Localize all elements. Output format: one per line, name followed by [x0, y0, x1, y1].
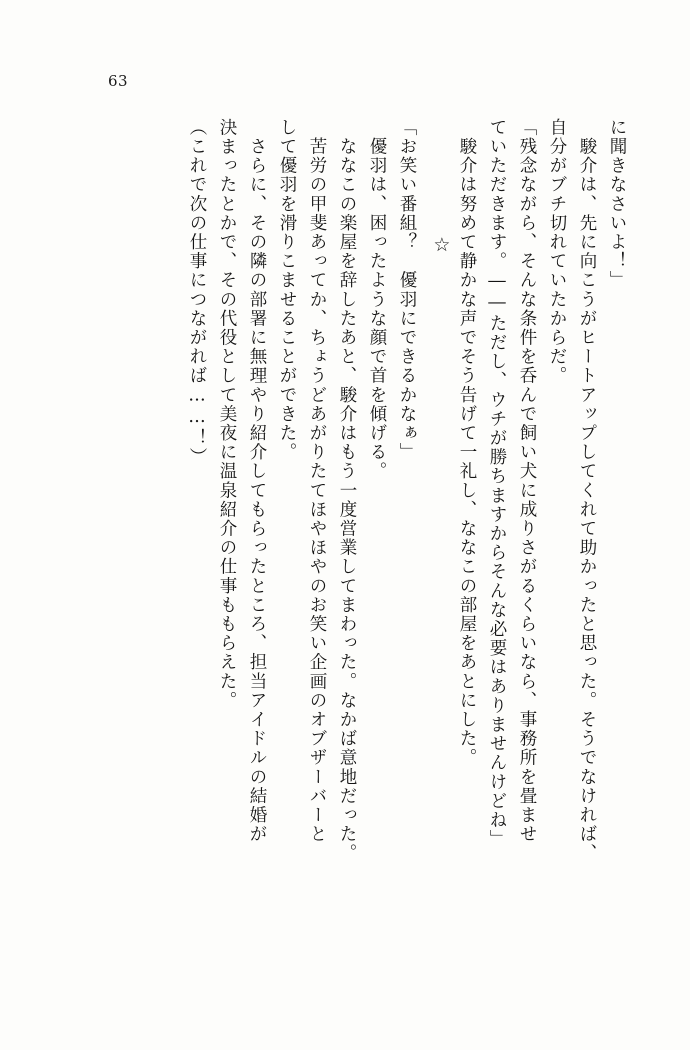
text-column-4: 「残念ながら、そんな条件を呑んで飼い犬に成りさがるくらいなら、事務所を畳ませ — [517, 118, 537, 844]
text-column-10: 苦労の甲斐あってか、ちょうどあがりたてほやほやのお笑い企画のオブザーバーと — [307, 118, 327, 844]
text-column-11: して優羽を滑りこませることができた。 — [277, 118, 297, 462]
text-column-12: さらに、その隣の部署に無理やり紹介してもらったところ、担当アイドルの結婚が — [247, 118, 267, 844]
text-column-8: 優羽は、困ったような顔で首を傾げる。 — [367, 118, 387, 481]
scene-separator — [422, 118, 452, 998]
text-column-5: ていただきます。――ただし、ウチが勝ちますからそんな必要はありませんけどね」 — [487, 118, 507, 849]
text-column-7: 「お笑い番組？ 優羽にできるかなぁ」 — [397, 118, 417, 462]
text-column-1: に聞きなさいよ！」 — [607, 118, 627, 290]
page-number: 63 — [108, 72, 129, 90]
text-column-14: （これで次の仕事につながれば……！） — [187, 118, 207, 467]
text-column-3: 自分がブチ切れていたからだ。 — [547, 118, 567, 386]
text-column-2: 駿介は、先に向こうがヒートアップしてくれて助かったと思った。そうでなければ、 — [577, 118, 597, 863]
text-column-13: 決まったとかで、その代役として美夜に温泉紹介の仕事ももらえた。 — [217, 118, 237, 711]
vertical-text-body — [86, 118, 632, 998]
text-column-9: ななこの楽屋を辞したあと、駿介はもう一度営業してまわった。なかば意地だった。 — [337, 118, 357, 863]
text-column-6: 駿介は努めて静かな声でそう告げて一礼し、ななこの部屋をあとにした。 — [457, 118, 477, 768]
star-icon: ☆ — [433, 234, 452, 256]
